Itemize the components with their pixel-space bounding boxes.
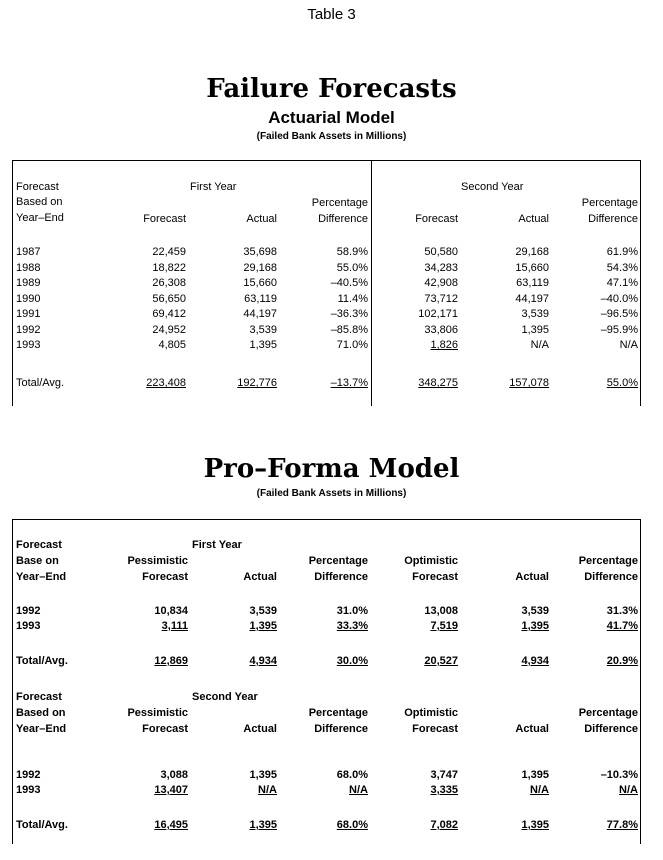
pf2-total-label: Total/Avg.: [16, 819, 68, 831]
table-cell: 1,395: [521, 620, 549, 632]
pf2-col-pct-1-line2: Difference: [314, 723, 368, 735]
pf1-col-pct-2-line1: Percentage: [578, 555, 638, 567]
table-cell: 1,395: [249, 769, 277, 781]
pf1-col-opt-line2: Forecast: [412, 571, 458, 583]
table-cell: 69,412: [152, 308, 186, 320]
table-cell: 3,539: [521, 308, 549, 320]
table-cell: 35,698: [243, 246, 277, 258]
pf1-total-pct-1: 30.0%: [336, 655, 368, 667]
pf2-second-year-header: Second Year: [192, 691, 258, 703]
pf2-total-pct-2: 77.8%: [606, 819, 638, 831]
table-cell: 10,834: [154, 605, 188, 617]
total-forecast-2: 348,275: [418, 377, 458, 389]
pf1-total-actual-1: 4,934: [249, 655, 277, 667]
forecast-label-line2: Based on: [16, 196, 63, 208]
table-row-year: 1992: [16, 605, 41, 617]
total-actual-2: 157,078: [509, 377, 549, 389]
proforma-units-note: (Failed Bank Assets in Millions): [256, 488, 407, 499]
table-row-year: 1992: [16, 769, 41, 781]
table-row-year: 1988: [16, 261, 41, 274]
forecast-label-line1: Forecast: [16, 181, 59, 193]
pf1-total-label: Total/Avg.: [16, 655, 68, 667]
table-cell: 4,805: [158, 339, 186, 351]
pf1-total-actual-2: 4,934: [521, 655, 549, 667]
table-cell: 3,539: [249, 605, 277, 617]
pf2-total-actual-1: 1,395: [249, 819, 277, 831]
pf1-col-pct-1-line2: Difference: [314, 571, 368, 583]
pf2-col-actual-2: Actual: [515, 723, 549, 735]
table-cell: 26,308: [152, 277, 186, 289]
table-cell: 54.3%: [606, 261, 638, 274]
proforma-title: Pro–Forma Model: [203, 454, 460, 484]
table-cell: 58.9%: [336, 246, 368, 258]
pf2-col-opt-line2: Forecast: [412, 723, 458, 735]
col-forecast-2: Forecast: [415, 213, 458, 225]
table-row-year: 1990: [16, 292, 41, 305]
actuarial-subtitle: Actuarial Model: [268, 108, 395, 127]
table-cell: N/A: [530, 339, 549, 351]
table-cell: 71.0%: [336, 339, 368, 351]
forecast-label-line3: Year–End: [16, 212, 64, 224]
total-label: Total/Avg.: [16, 377, 65, 389]
table-cell: 55.0%: [336, 261, 368, 274]
pf2-col-pct-2-line2: Difference: [584, 723, 638, 735]
table-cell: 1,395: [249, 620, 277, 632]
table-cell: 61.9%: [606, 246, 638, 258]
table-cell: –85.8%: [330, 323, 368, 336]
table-cell: 1,395: [521, 323, 549, 336]
table-cell: 13,008: [424, 605, 458, 617]
table-cell: 31.3%: [606, 605, 638, 617]
pf2-col-pess-line1: Pessimistic: [127, 707, 188, 719]
table-cell: –40.5%: [330, 277, 368, 289]
table-cell: 1,395: [249, 339, 277, 351]
pf2-total-opt: 7,082: [430, 819, 458, 831]
table-cell: 3,088: [160, 769, 188, 781]
table-cell: 31.0%: [336, 605, 368, 617]
table-row-year: 1993: [16, 620, 41, 632]
pf1-total-pess: 12,869: [154, 655, 188, 667]
table-cell: –40.0%: [600, 292, 638, 305]
table-cell: N/A: [349, 784, 368, 796]
pf1-col-pct-1-line1: Percentage: [308, 555, 368, 567]
table-cell: 44,197: [243, 308, 277, 320]
total-pct-1: –13.7%: [330, 377, 368, 389]
table-caption: Table 3: [307, 6, 356, 23]
table-cell: 34,283: [424, 261, 458, 274]
table-cell: 29,168: [243, 261, 277, 274]
pf2-col-actual-1: Actual: [243, 723, 277, 735]
table-cell: 56,650: [152, 292, 186, 305]
table-cell: 41.7%: [606, 620, 638, 632]
pf2-forecast-label-line3: Year–End: [16, 723, 67, 735]
table-cell: 1,826: [430, 339, 458, 351]
table-cell: 13,407: [154, 784, 188, 796]
page-title: Failure Forecasts: [206, 74, 457, 104]
pf1-first-year-header: First Year: [192, 539, 242, 551]
table-row-year: 1991: [16, 308, 41, 320]
table-cell: 7,519: [430, 620, 458, 632]
table-cell: 3,539: [249, 323, 277, 336]
table-cell: 73,712: [424, 292, 458, 305]
pf1-forecast-label-line1: Forecast: [16, 539, 62, 551]
pf2-forecast-label-line1: Forecast: [16, 691, 62, 703]
table-cell: 11.4%: [337, 292, 368, 305]
table-row-year: 1987: [16, 246, 41, 258]
col-actual-1: Actual: [246, 213, 277, 225]
table-cell: 3,111: [161, 620, 188, 632]
table-cell: 3,539: [521, 605, 549, 617]
table-cell: 47.1%: [606, 277, 638, 289]
table-cell: 3,747: [430, 769, 458, 781]
col-pct-1-line1: Percentage: [311, 197, 368, 209]
table-row-year: 1989: [16, 277, 41, 289]
table-cell: –10.3%: [600, 769, 638, 781]
table-row-year: 1993: [16, 784, 41, 796]
table-cell: –36.3%: [330, 308, 368, 320]
pf1-col-pct-2-line2: Difference: [584, 571, 638, 583]
pf1-col-pess-line1: Pessimistic: [127, 555, 188, 567]
pf2-total-pct-1: 68.0%: [336, 819, 368, 831]
table-cell: 63,119: [244, 292, 277, 305]
table-cell: 15,660: [243, 277, 277, 289]
col-forecast-1: Forecast: [143, 213, 186, 225]
pf2-total-pess: 16,495: [154, 819, 188, 831]
actuarial-units-note: (Failed Bank Assets in Millions): [256, 131, 407, 142]
pf2-col-pct-2-line1: Percentage: [578, 707, 638, 719]
table-cell: 15,660: [515, 261, 549, 274]
pf1-total-opt: 20,527: [424, 655, 458, 667]
pf2-forecast-label-line2: Based on: [16, 707, 66, 719]
table-cell: 1,395: [521, 769, 549, 781]
table-cell: N/A: [258, 784, 277, 796]
table-cell: 44,197: [515, 292, 549, 305]
table-cell: 33,806: [424, 323, 458, 336]
pf1-total-pct-2: 20.9%: [606, 655, 638, 667]
table-cell: 42,908: [424, 277, 458, 289]
pf2-col-opt-line1: Optimistic: [404, 707, 458, 719]
table-cell: 3,335: [430, 784, 458, 796]
pf1-forecast-label-line3: Year–End: [16, 571, 67, 583]
pf2-total-actual-2: 1,395: [521, 819, 549, 831]
table-cell: 68.0%: [336, 769, 368, 781]
table-cell: 50,580: [424, 246, 458, 258]
table-cell: –96.5%: [600, 308, 638, 320]
table-cell: N/A: [619, 784, 638, 796]
table-cell: N/A: [619, 339, 638, 351]
total-actual-1: 192,776: [237, 377, 277, 389]
table-cell: 33.3%: [336, 620, 368, 632]
pf1-forecast-label-line2: Base on: [16, 555, 59, 567]
table-cell: 102,171: [418, 308, 458, 320]
table-cell: 22,459: [152, 246, 186, 258]
pf1-col-actual-1: Actual: [243, 571, 277, 583]
pf1-col-opt-line1: Optimistic: [404, 555, 458, 567]
table-cell: –95.9%: [600, 323, 638, 336]
table-row-year: 1992: [16, 323, 41, 336]
col-pct-2-line1: Percentage: [581, 197, 638, 209]
table-cell: 63,119: [516, 277, 549, 289]
col-pct-2-line2: Difference: [588, 213, 638, 225]
total-forecast-1: 223,408: [146, 377, 186, 389]
second-year-header: Second Year: [461, 181, 524, 193]
table-cell: N/A: [530, 784, 549, 796]
pf2-col-pess-line2: Forecast: [142, 723, 188, 735]
pf1-col-pess-line2: Forecast: [142, 571, 188, 583]
first-year-header: First Year: [190, 181, 237, 193]
table-cell: 18,822: [152, 261, 186, 274]
table-cell: 24,952: [152, 323, 186, 336]
col-actual-2: Actual: [518, 213, 549, 225]
col-pct-1-line2: Difference: [318, 213, 368, 225]
pf2-col-pct-1-line1: Percentage: [308, 707, 368, 719]
total-pct-2: 55.0%: [606, 377, 638, 389]
table-row-year: 1993: [16, 339, 41, 351]
pf1-col-actual-2: Actual: [515, 571, 549, 583]
table-cell: 29,168: [515, 246, 549, 258]
